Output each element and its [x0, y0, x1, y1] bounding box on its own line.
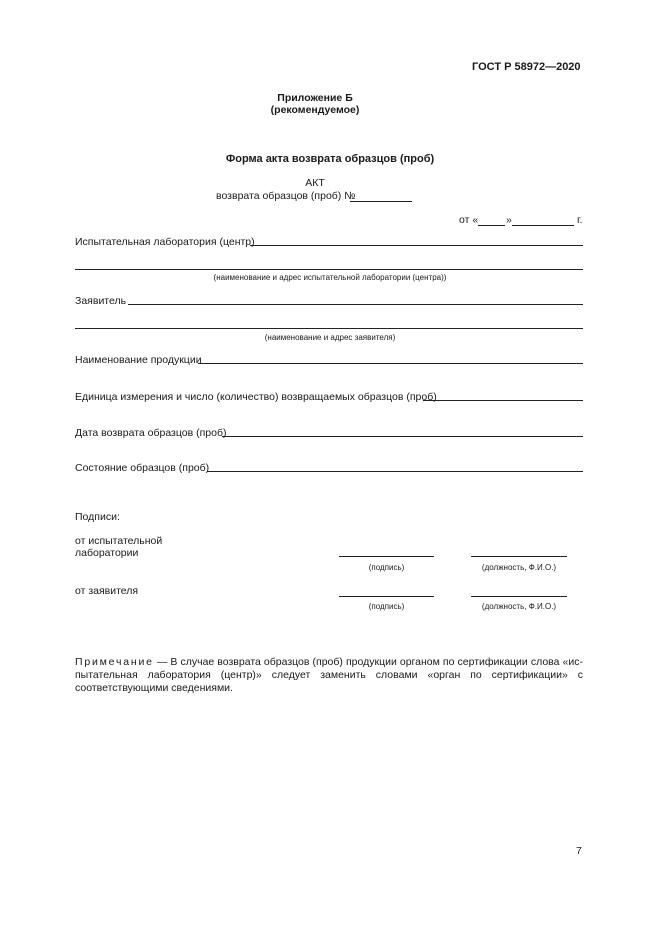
applicant-label: Заявитель [75, 295, 127, 307]
date-mid: » [506, 214, 512, 226]
date-suffix: г. [577, 214, 583, 226]
return-date-label: Дата возврата образцов (проб) [75, 427, 227, 439]
lab-line-2[interactable] [75, 269, 583, 270]
product-label: Наименование продукции [75, 354, 202, 366]
act-number-line[interactable] [350, 201, 412, 202]
note-text: — В случае возврата образцов (проб) продукции органом по сертификации слова «ис-пытательная лаборатория (центр)» следует заменить словами «орган по сертификации» с соответствующими сведениями. [75, 656, 583, 694]
applicant-position-line[interactable] [471, 596, 567, 597]
note-label: Примечание [75, 656, 154, 668]
applicant-signature-caption: (подпись) [368, 602, 405, 611]
applicant-caption: (наименование и адрес заявителя) [264, 333, 396, 342]
applicant-line-2[interactable] [75, 328, 583, 329]
return-date-line[interactable] [222, 436, 583, 437]
condition-label: Состояние образцов (проб) [75, 462, 210, 474]
lab-signature-caption: (подпись) [368, 563, 405, 572]
lab-position-caption: (должность, Ф.И.О.) [481, 563, 557, 572]
lab-line-1[interactable] [250, 245, 583, 246]
appendix-subtitle: (рекомендуемое) [270, 104, 360, 116]
lab-caption: (наименование и адрес испытательной лаборатории (центра)) [213, 273, 447, 282]
applicant-position-caption: (должность, Ф.И.О.) [481, 602, 557, 611]
lab-signature-line[interactable] [339, 556, 434, 557]
form-title: Форма акта возврата образцов (проб) [225, 153, 435, 165]
signatures-title: Подписи: [75, 511, 120, 523]
act-subheading: возврата образцов (проб) № [216, 190, 356, 202]
unit-line[interactable] [423, 400, 583, 401]
lab-signatory-line1: от испытательной [75, 535, 163, 547]
product-line[interactable] [198, 363, 583, 364]
date-prefix: от « [459, 214, 479, 226]
page-number: 7 [576, 845, 582, 857]
date-month-line[interactable] [512, 225, 574, 226]
applicant-signature-line[interactable] [339, 596, 434, 597]
condition-line[interactable] [207, 471, 583, 472]
note [75, 656, 583, 695]
applicant-line-1[interactable] [128, 304, 583, 305]
act-heading: АКТ [305, 177, 325, 189]
lab-signatory-line2: лаборатории [75, 547, 139, 559]
appendix-title: Приложение Б [277, 92, 353, 104]
lab-label: Испытательная лаборатория (центр) [75, 236, 255, 248]
lab-position-line[interactable] [471, 556, 567, 557]
date-day-line[interactable] [478, 225, 505, 226]
applicant-signatory: от заявителя [75, 585, 139, 597]
unit-label: Единица измерения и число (количество) возвращаемых образцов (проб) [75, 391, 437, 403]
standard-number: ГОСТ Р 58972—2020 [472, 61, 581, 73]
